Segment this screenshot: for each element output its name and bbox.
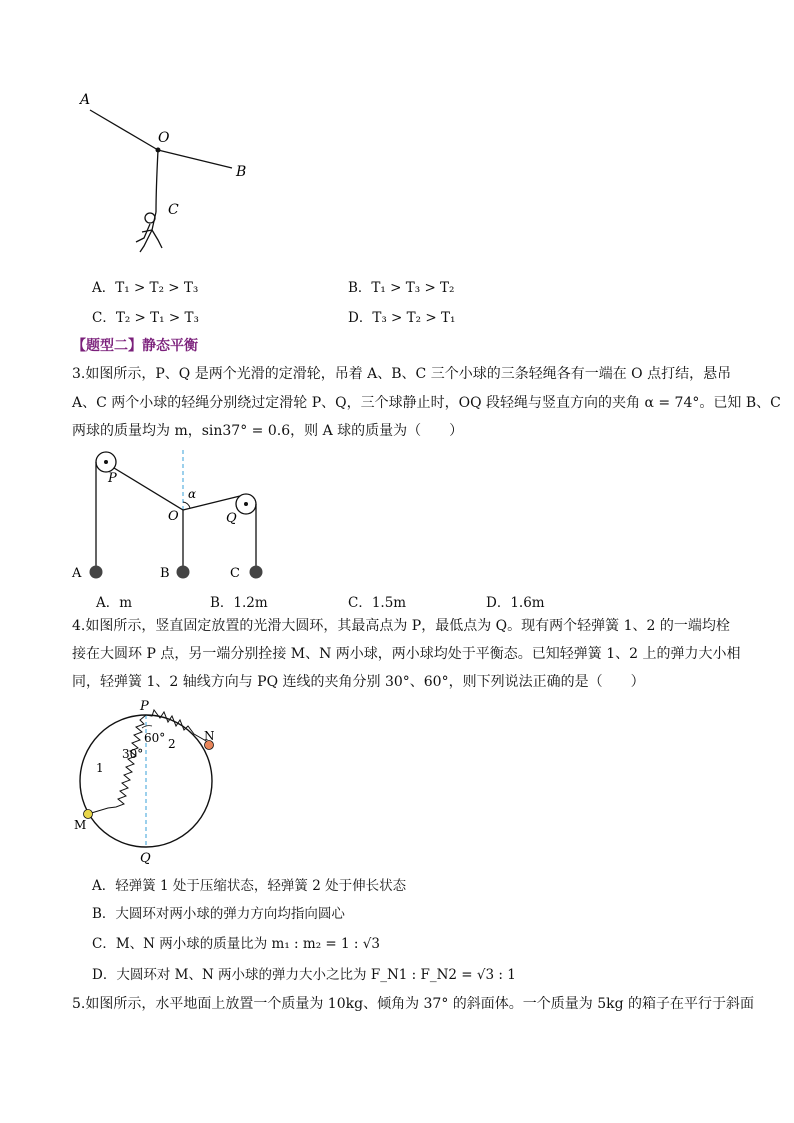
fig3-label-c: C (230, 566, 240, 581)
q4-option-c: C．M、N 两小球的质量比为 m₁ : m₂ = 1 : √3 (92, 936, 380, 952)
figure-pulleys (70, 444, 290, 586)
ball-a (90, 566, 103, 579)
q4-option-b: B．大圆环对两小球的弹力方向均指向圆心 (92, 906, 345, 922)
fig3-label-alpha: α (188, 487, 197, 501)
fig4-label-q: Q (140, 851, 151, 866)
hanging-person-icon (136, 212, 162, 252)
q5-line-1: 5.如图所示，水平地面上放置一个质量为 10kg、倾角为 37° 的斜面体。一个质量为 5kg 的箱子在平行于斜面 (72, 996, 755, 1012)
figure-ring-springs (68, 696, 228, 866)
q2-option-a: A．T₁ > T₂ > T₃ (92, 280, 199, 296)
fig3-label-q: Q (226, 511, 237, 526)
fig4-label-2: 2 (168, 737, 176, 751)
q3-option-b: B．1.2m (210, 595, 268, 611)
fig4-label-m: M (74, 818, 87, 832)
fig1-label-a: A (80, 92, 91, 108)
q3-line-2: A、C 两个小球的轻绳分别绕过定滑轮 P、Q，三个球静止时，OQ 段轻绳与竖直方向的夹角 α = 74°。已知 B、C (72, 395, 781, 411)
q4-line-2: 接在大圆环 P 点，另一端分别拴接 M、N 两小球，两小球均处于平衡态。已知轻弹簧 1、2 上的弹力大小相 (72, 646, 741, 662)
q3-option-d: D．1.6m (486, 595, 545, 611)
section-heading: 【题型二】静态平衡 (72, 338, 198, 354)
fig4-label-p: P (140, 699, 149, 714)
q4-line-3: 同，轻弹簧 1、2 轴线方向与 PQ 连线的夹角分别 30°、60°，则下列说法正确的是（ ） (72, 674, 645, 690)
q4-option-a: A．轻弹簧 1 处于压缩状态，轻弹簧 2 处于伸长状态 (92, 878, 407, 894)
q4-option-d: D．大圆环对 M、N 两小球的弹力大小之比为 F_N1 : F_N2 = √3 : 1 (92, 967, 516, 983)
q3-option-a: A．m (96, 595, 133, 611)
fig1-label-b: B (236, 164, 247, 180)
fig3-label-p: P (108, 471, 117, 486)
q2-option-c: C．T₂ > T₁ > T₃ (92, 310, 199, 326)
fig1-label-c: C (168, 202, 179, 218)
fig3-label-a: A (72, 566, 82, 581)
q3-line-3: 两球的质量均为 m，sin37° = 0.6，则 A 球的质量为（ ） (72, 423, 464, 439)
ball-b (177, 566, 190, 579)
fig1-label-o: O (158, 130, 170, 146)
fig3-label-o: O (168, 509, 179, 524)
fig4-label-1: 1 (96, 761, 104, 775)
q3-option-c: C．1.5m (348, 595, 407, 611)
q2-option-d: D．T₃ > T₂ > T₁ (348, 310, 456, 326)
fig3-label-b: B (160, 566, 170, 581)
q2-option-b: B．T₁ > T₃ > T₂ (348, 280, 455, 296)
figure-knot-rope (72, 90, 292, 270)
fig4-label-30: 30° (122, 747, 144, 761)
ball-c (250, 566, 263, 579)
q4-line-1: 4.如图所示，竖直固定放置的光滑大圆环，其最高点为 P，最低点为 Q。现有两个轻弹簧 1、2 的一端均栓 (72, 618, 730, 634)
q3-line-1: 3.如图所示，P、Q 是两个光滑的定滑轮，吊着 A、B、C 三个小球的三条轻绳各有一端在 O 点打结，悬吊 (72, 366, 732, 382)
fig4-label-60: 60° (144, 731, 166, 745)
fig4-label-n: N (204, 729, 215, 743)
